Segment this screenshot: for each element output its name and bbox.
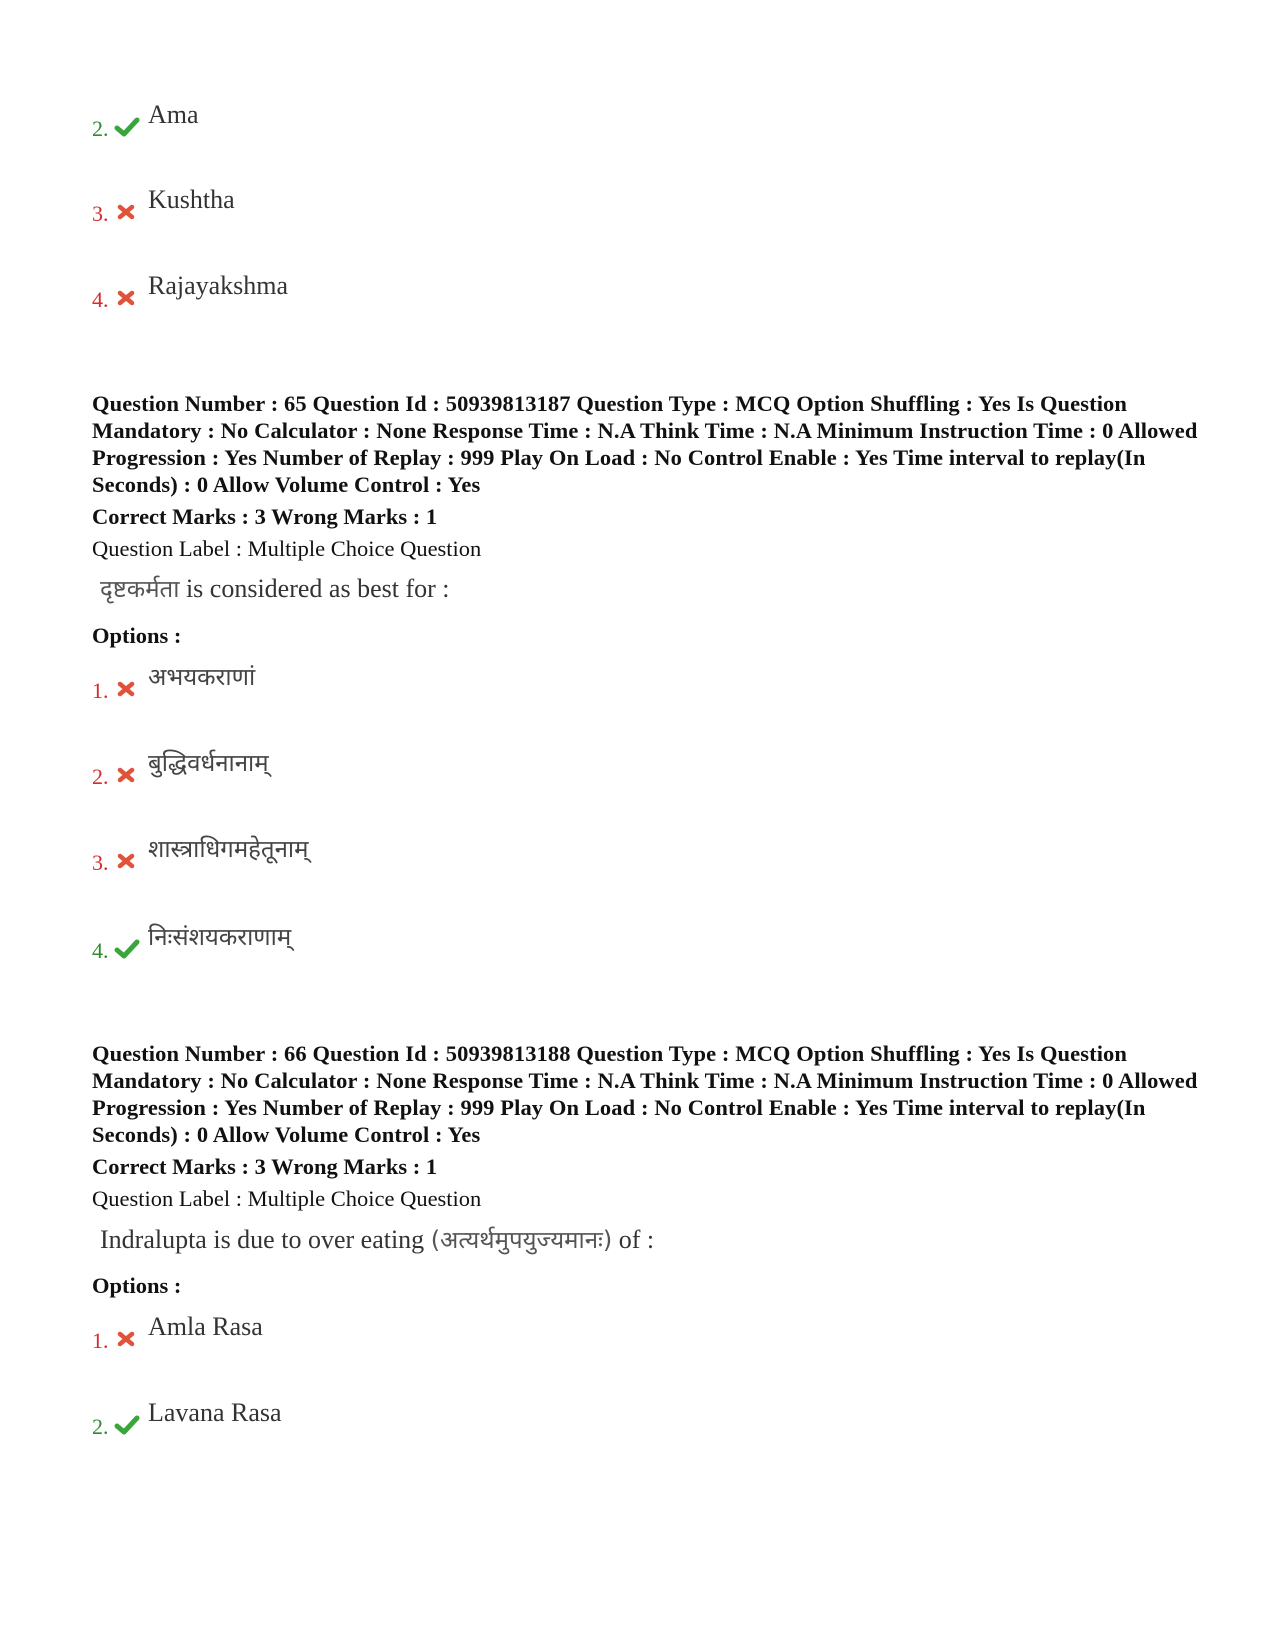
question-marks: Correct Marks : 3 Wrong Marks : 1 [92, 504, 438, 529]
option-number: 4. [92, 287, 109, 312]
option-item [92, 662, 992, 702]
option-number: 3. [92, 850, 109, 875]
option-number: 4. [92, 938, 109, 963]
option-item [92, 748, 992, 788]
options-heading: Options : [92, 623, 182, 648]
option-item [92, 1312, 992, 1352]
option-number: 2. [92, 764, 109, 789]
option-text: बुद्धिवर्धनानाम् [148, 749, 269, 777]
question-meta: Question Number : 65 Question Id : 50939813187 Question Type : MCQ Option Shuffling : Yes Is Question Mandatory : No Calculator : None Response Time : N.A Think Time : N.A Minimum Instruction Time : 0 Allowed Progression : Yes Number of Replay : 999 Play On Load : No Control Enable : Yes Time interval to replay(In Seconds) : 0 Allow Volume Control : Yes [92, 391, 1198, 497]
check-icon [114, 938, 140, 960]
check-icon [114, 1414, 140, 1436]
question-text-devanagari: (अत्यर्थमुपयुज्यमानः) [430, 1226, 613, 1254]
check-icon [114, 116, 140, 138]
question-label: Question Label : Multiple Choice Question [92, 536, 482, 561]
cross-icon [114, 287, 140, 309]
cross-icon [114, 678, 140, 700]
option-text: निःसंशयकराणाम् [148, 923, 292, 951]
option-item [92, 834, 992, 874]
option-text: शास्त्राधिगमहेतूनाम् [148, 835, 309, 863]
option-item [92, 271, 992, 311]
option-text: Amla Rasa [148, 1312, 263, 1341]
option-text: Lavana Rasa [148, 1398, 282, 1427]
question-label: Question Label : Multiple Choice Question [92, 1186, 482, 1211]
cross-icon [114, 1328, 140, 1350]
option-item [92, 922, 992, 962]
question-text [100, 573, 450, 605]
question-marks: Correct Marks : 3 Wrong Marks : 1 [92, 1154, 438, 1179]
options-heading: Options : [92, 1273, 182, 1298]
option-number: 3. [92, 201, 109, 226]
question-text-devanagari: दृष्टकर्मता [100, 575, 180, 603]
question-text-suffix: of : [612, 1225, 655, 1254]
option-number: 1. [92, 1328, 109, 1353]
option-number: 2. [92, 1414, 109, 1439]
option-number: 2. [92, 116, 109, 141]
question-text [100, 1224, 654, 1256]
cross-icon [114, 764, 140, 786]
option-text: Ama [148, 100, 199, 129]
option-item [92, 1398, 992, 1438]
question-text-english: Indralupta is due to over eating [100, 1225, 431, 1254]
cross-icon [114, 850, 140, 872]
option-number: 1. [92, 678, 109, 703]
question-text-english: is considered as best for : [179, 574, 450, 603]
option-text: Rajayakshma [148, 271, 289, 300]
cross-icon [114, 201, 140, 223]
option-item [92, 185, 992, 225]
option-text: Kushtha [148, 185, 235, 214]
question-meta: Question Number : 66 Question Id : 50939813188 Question Type : MCQ Option Shuffling : Yes Is Question Mandatory : No Calculator : None Response Time : N.A Think Time : N.A Minimum Instruction Time : 0 Allowed Progression : Yes Number of Replay : 999 Play On Load : No Control Enable : Yes Time interval to replay(In Seconds) : 0 Allow Volume Control : Yes [92, 1041, 1198, 1147]
option-item [92, 100, 992, 140]
option-text: अभयकराणां [148, 663, 256, 691]
